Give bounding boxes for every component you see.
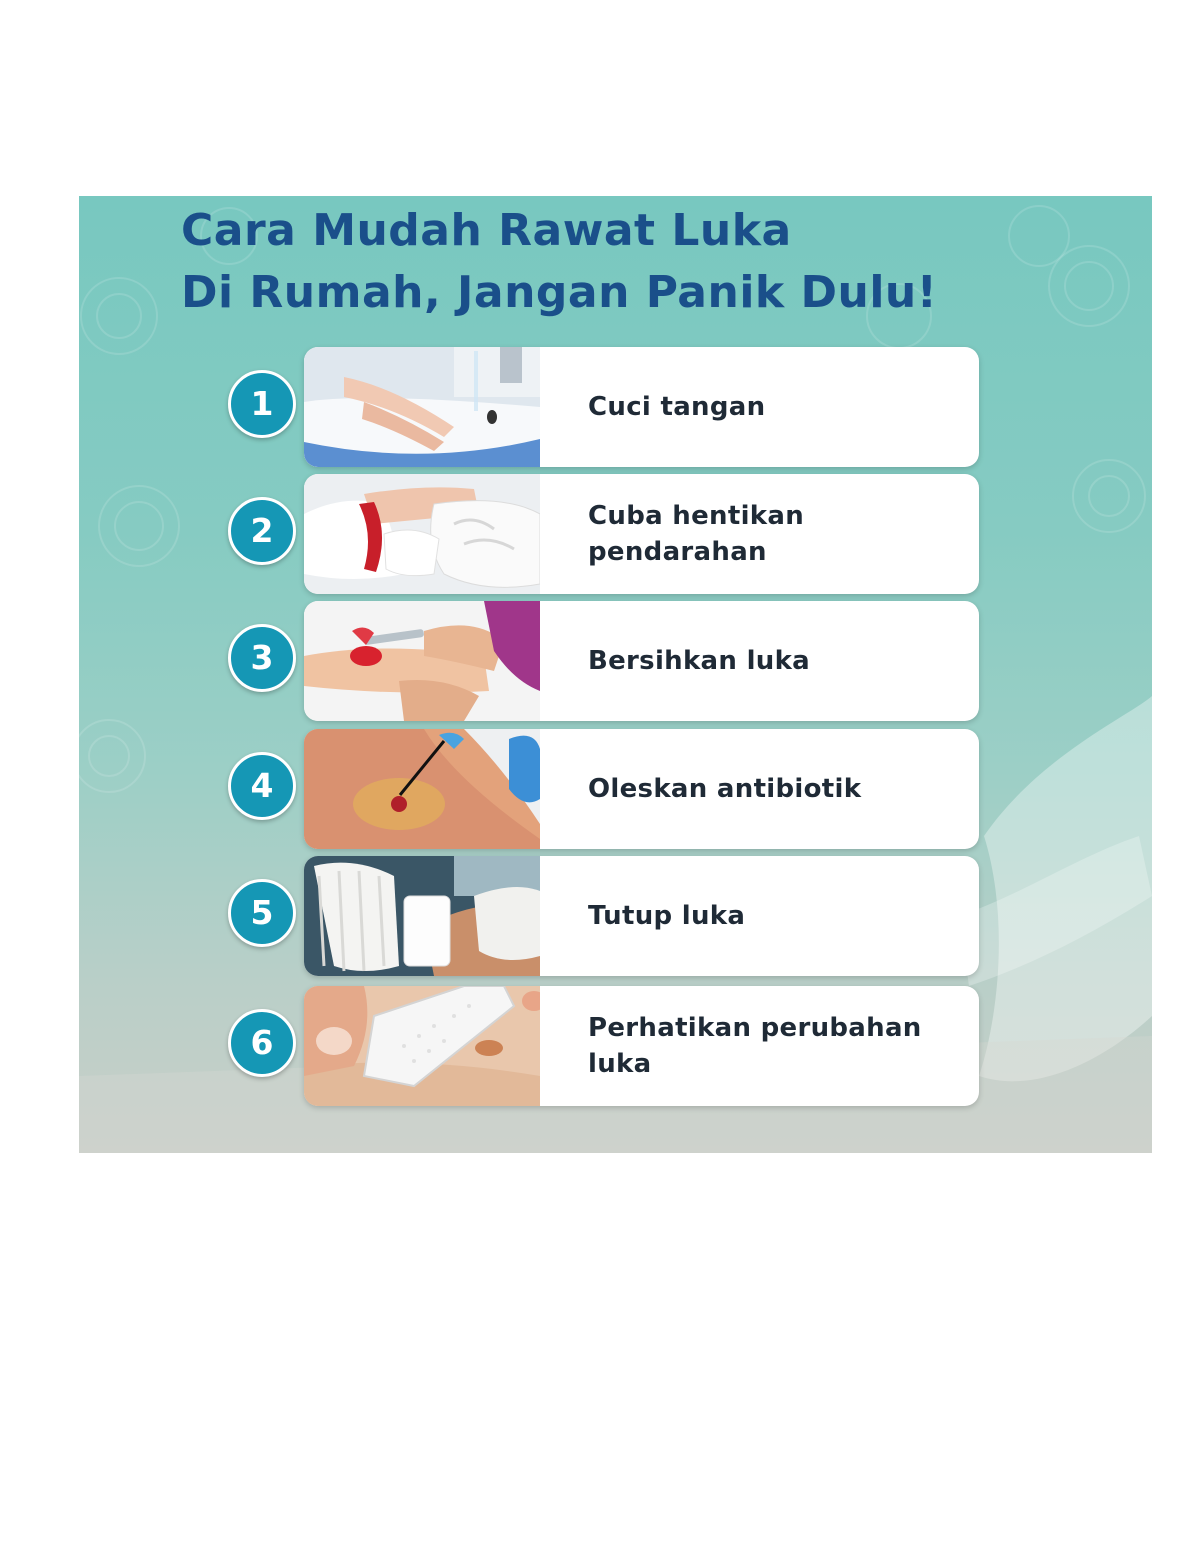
apply-antibiotic-photo [304,729,540,849]
step-label: Bersihkan luka [588,646,811,676]
step-card [304,856,979,976]
step-label: Oleskan antibiotik [588,774,862,804]
stop-bleeding-photo [304,474,540,594]
step-label: Cuba hentikan pendarahan [588,501,805,567]
step-4 [228,729,979,849]
title-line-1: Cara Mudah Rawat Luka [181,205,792,256]
step-3 [228,601,979,721]
step-number-badge: 3 [228,624,296,692]
step-card [304,347,979,467]
step-1 [228,347,979,467]
clean-wound-photo [304,601,540,721]
step-label: Cuci tangan [588,392,766,422]
title-line-2: Di Rumah, Jangan Panik Dulu! [181,267,938,318]
poster-title [181,200,937,324]
monitor-wound-photo [304,986,540,1106]
step-card [304,601,979,721]
handwashing-photo [304,347,540,467]
step-number-badge: 1 [228,370,296,438]
step-card [304,986,979,1106]
step-5 [228,856,979,976]
step-number-badge: 2 [228,497,296,565]
step-number-badge: 4 [228,752,296,820]
step-6 [228,986,979,1106]
step-number-badge: 5 [228,879,296,947]
step-label: Tutup luka [588,901,746,931]
cover-wound-photo [304,856,540,976]
step-2 [228,474,979,594]
step-label: Perhatikan perubahan luka [588,1013,922,1079]
step-number-badge: 6 [228,1009,296,1077]
step-card [304,474,979,594]
step-card [304,729,979,849]
poster [79,196,1152,1153]
